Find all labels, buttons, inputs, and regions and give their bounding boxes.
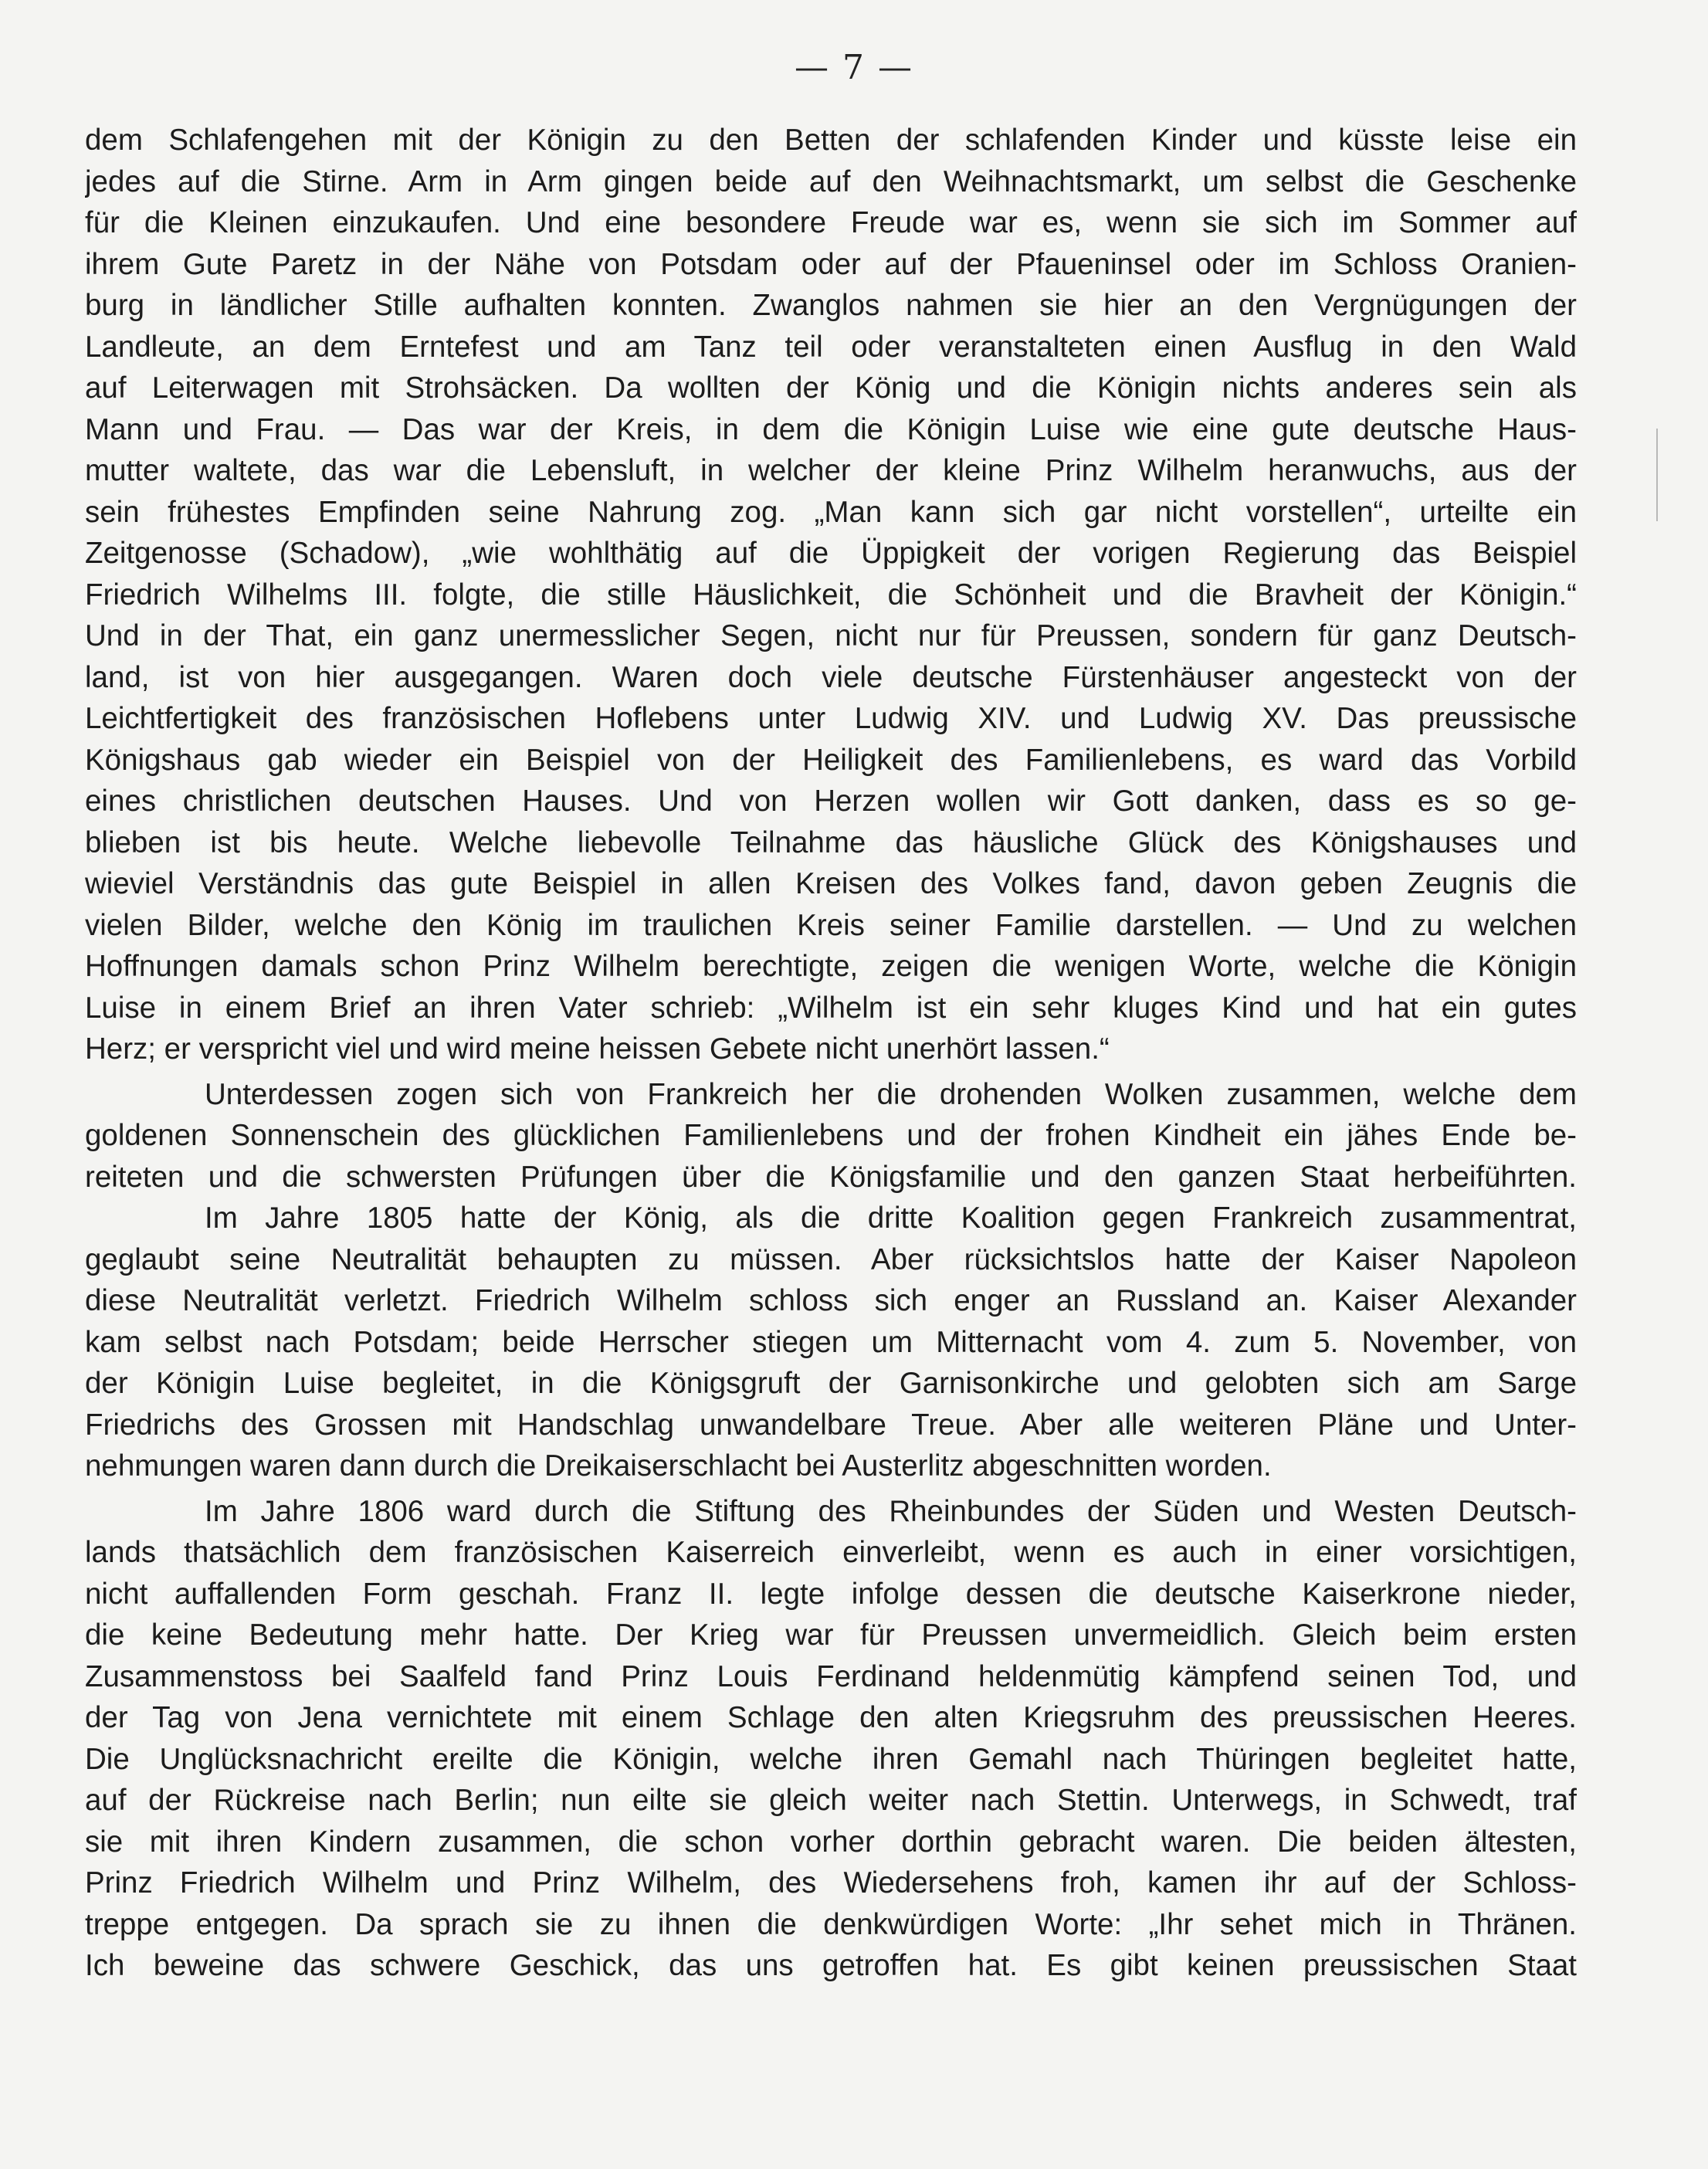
- text-line: Im Jahre 1805 hatte der König, als die dritte Koalition gegen Frankreich zusammentrat,: [205, 1201, 1577, 1235]
- text-line: auf Leiterwagen mit Strohsäcken. Da wollten der König und die Königin nichts anderes sein als: [85, 371, 1577, 405]
- text-line: Zeitgenosse (Schadow), „wie wohlthätig auf die Üppigkeit der vorigen Regierung das Beispiel: [85, 537, 1577, 570]
- text-line: blieben ist bis heute. Welche liebevolle Teilnahme das häusliche Glück des Königshauses und: [85, 825, 1577, 859]
- text-line: Ich beweine das schwere Geschick, das uns getroffen hat. Es gibt keinen preussischen Staat: [85, 1949, 1577, 1982]
- paragraph: [85, 1198, 1577, 1487]
- text-line: Und in der That, ein ganz unermesslicher Segen, nicht nur für Preussen, sondern für ganz Deutsch-: [85, 619, 1577, 652]
- text-line: Landleute, an dem Erntefest und am Tanz teil oder veranstalteten einen Ausflug in den Wald: [85, 330, 1577, 364]
- text-line: die keine Bedeutung mehr hatte. Der Krieg war für Preussen unvermeidlich. Gleich beim ersten: [85, 1618, 1577, 1652]
- text-line: ihrem Gute Paretz in der Nähe von Potsdam oder auf der Pfaueninsel oder im Schloss Oranien-: [85, 247, 1577, 281]
- text-line: lands thatsächlich dem französischen Kaiserreich einverleibt, wenn es auch in einer vorsichtigen,: [85, 1536, 1577, 1569]
- text-line: Mann und Frau. — Das war der Kreis, in dem die Königin Luise wie eine gute deutsche Haus-: [85, 412, 1577, 446]
- paragraph: [85, 120, 1577, 1070]
- text-line: der Tag von Jena vernichtete mit einem Schlage den alten Kriegsruhm des preussischen Heeres.: [85, 1701, 1577, 1734]
- text-line: für die Kleinen einzukaufen. Und eine besondere Freude war es, wenn sie sich im Sommer auf: [85, 206, 1577, 239]
- text-line: der Königin Luise begleitet, in die Königsgruft der Garnisonkirche und gelobten sich am Sarge: [85, 1367, 1577, 1400]
- text-line: land, ist von hier ausgegangen. Waren doch viele deutsche Fürstenhäuser angesteckt von der: [85, 660, 1577, 694]
- paragraph: [85, 1491, 1577, 1987]
- text-line: dem Schlafengehen mit der Königin zu den Betten der schlafenden Kinder und küsste leise ein: [85, 124, 1577, 157]
- text-line: Friedrich Wilhelms III. folgte, die stille Häuslichkeit, die Schönheit und die Bravheit der Königin.“: [85, 578, 1577, 612]
- text-line: wieviel Verständnis das gute Beispiel in allen Kreisen des Volkes fand, davon geben Zeugnis die: [85, 867, 1577, 900]
- text-line: goldenen Sonnenschein des glücklichen Familienlebens und der frohen Kindheit ein jähes Ende be-: [85, 1119, 1577, 1152]
- text-line: jedes auf die Stirne. Arm in Arm gingen beide auf den Weihnachtsmarkt, um selbst die Geschenke: [85, 164, 1577, 198]
- text-line: treppe entgegen. Da sprach sie zu ihnen die denkwürdigen Worte: „Ihr sehet mich in Thränen.: [85, 1907, 1577, 1941]
- text-line: sein frühestes Empfinden seine Nahrung zog. „Man kann sich gar nicht vorstellen“, urteilte ein: [85, 495, 1577, 529]
- text-line: Hoffnungen damals schon Prinz Wilhelm berechtigte, zeigen die wenigen Worte, welche die Königin: [85, 950, 1577, 983]
- text-line: geglaubt seine Neutralität behaupten zu müssen. Aber rücksichtslos hatte der Kaiser Napoleon: [85, 1242, 1577, 1276]
- text-line: kam selbst nach Potsdam; beide Herrscher stiegen um Mitternacht vom 4. zum 5. November, von: [85, 1325, 1577, 1359]
- text-line: Leichtfertigkeit des französischen Hoflebens unter Ludwig XIV. und Ludwig XV. Das preussische: [85, 702, 1577, 735]
- page-number: — 7 —: [795, 48, 913, 87]
- text-line: Königshaus gab wieder ein Beispiel von der Heiligkeit des Familienlebens, es ward das Vorbild: [85, 743, 1577, 777]
- text-line: Im Jahre 1806 ward durch die Stiftung des Rheinbundes der Süden und Westen Deutsch-: [205, 1494, 1577, 1528]
- text-line: Luise in einem Brief an ihren Vater schrieb: „Wilhelm ist ein sehr kluges Kind und hat ein gutes: [85, 991, 1577, 1025]
- text-line: diese Neutralität verletzt. Friedrich Wilhelm schloss sich enger an Russland an. Kaiser Alexander: [85, 1284, 1577, 1317]
- text-line: Unterdessen zogen sich von Frankreich her die drohenden Wolken zusammen, welche dem: [205, 1077, 1577, 1111]
- text-line: burg in ländlicher Stille aufhalten konnten. Zwanglos nahmen sie hier an den Vergnügungen der: [85, 289, 1577, 322]
- text-line: eines christlichen deutschen Hauses. Und von Herzen wollen wir Gott danken, dass es so ge-: [85, 785, 1577, 818]
- text-line: Die Unglücksnachricht ereilte die Königin, welche ihren Gemahl nach Thüringen begleitet hatte,: [85, 1742, 1577, 1776]
- text-line: mutter waltete, das war die Lebensluft, in welcher der kleine Prinz Wilhelm heranwuchs, aus der: [85, 454, 1577, 487]
- margin-mark: [1656, 429, 1658, 521]
- paragraph: [85, 1074, 1577, 1198]
- text-line: Herz; er verspricht viel und wird meine heissen Gebete nicht unerhört lassen.“: [85, 1032, 1110, 1066]
- text-line: reiteten und die schwersten Prüfungen über die Königsfamilie und den ganzen Staat herbeiführten.: [85, 1160, 1577, 1194]
- text-line: Prinz Friedrich Wilhelm und Prinz Wilhelm, des Wiedersehens froh, kamen ihr auf der Schloss-: [85, 1866, 1577, 1900]
- text-line: nehmungen waren dann durch die Dreikaiserschlacht bei Austerlitz abgeschnitten worden.: [85, 1449, 1272, 1483]
- text-line: vielen Bilder, welche den König im traulichen Kreis seiner Familie darstellen. — Und zu welchen: [85, 908, 1577, 942]
- text-line: auf der Rückreise nach Berlin; nun eilte sie gleich weiter nach Stettin. Unterwegs, in Schwedt, traf: [85, 1784, 1577, 1817]
- body-text: [85, 120, 1577, 1987]
- text-line: sie mit ihren Kindern zusammen, die schon vorher dorthin gebracht waren. Die beiden ältesten,: [85, 1825, 1577, 1859]
- text-line: nicht auffallenden Form geschah. Franz II. legte infolge dessen die deutsche Kaiserkrone nieder,: [85, 1577, 1577, 1611]
- text-line: Friedrichs des Grossen mit Handschlag unwandelbare Treue. Aber alle weiteren Pläne und Unter-: [85, 1408, 1577, 1442]
- text-line: Zusammenstoss bei Saalfeld fand Prinz Louis Ferdinand heldenmütig kämpfend seinen Tod, und: [85, 1659, 1577, 1693]
